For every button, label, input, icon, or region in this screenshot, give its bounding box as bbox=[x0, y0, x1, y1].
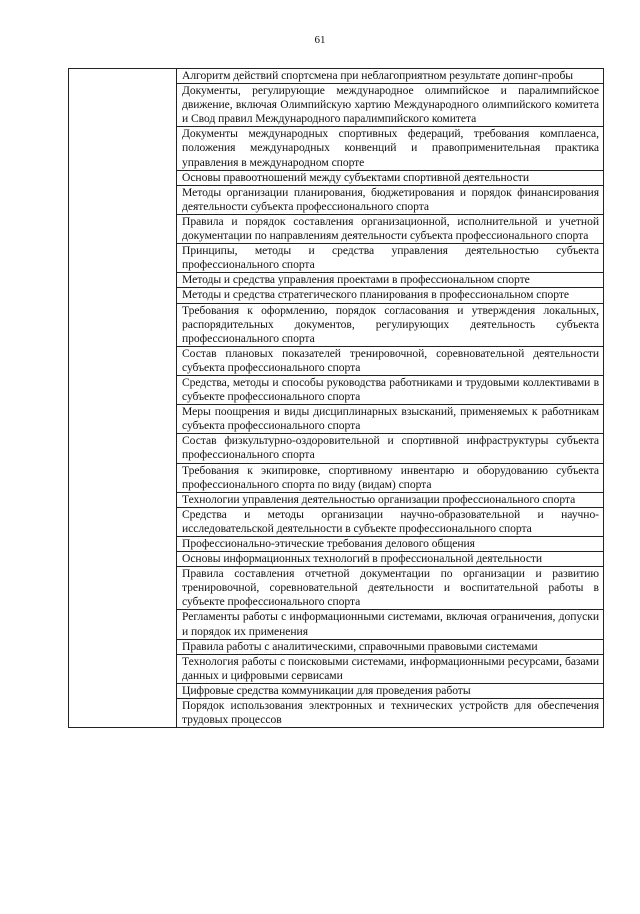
requirement-cell bbox=[177, 244, 604, 273]
page-number: 61 bbox=[314, 34, 326, 46]
requirement-text: Средства и методы организации научно-образовательной и научно-исследовательской деятельности в субъекте профессионального спорта bbox=[182, 507, 599, 535]
requirement-cell bbox=[177, 346, 604, 375]
requirement-text: Технологии управления деятельностью организации профессионального спорта bbox=[182, 492, 576, 506]
requirement-cell bbox=[177, 69, 604, 84]
requirement-cell bbox=[177, 288, 604, 303]
requirement-text: Алгоритм действий спортсмена при неблагоприятном результате допинг-пробы bbox=[182, 69, 574, 82]
requirement-cell bbox=[177, 303, 604, 346]
requirement-text: Методы и средства управления проектами в профессиональном спорте bbox=[182, 273, 530, 287]
requirement-cell bbox=[177, 127, 604, 170]
table-row bbox=[69, 69, 604, 84]
requirement-cell bbox=[177, 434, 604, 463]
requirement-text: Документы, регулирующие международное олимпийское и паралимпийское движение, включая Олимпийскую хартию Международного олимпийского комитета и Свод правил Международного паралимпийского комитета bbox=[182, 84, 599, 126]
requirement-cell bbox=[177, 405, 604, 434]
requirement-cell bbox=[177, 84, 604, 127]
requirement-cell bbox=[177, 639, 604, 654]
requirement-text: Требования к экипировке, спортивному инвентарю и оборудованию субъекта профессионального спорта по виду (видам) спорта bbox=[182, 463, 599, 491]
requirement-text: Методы организации планирования, бюджетирования и порядок финансирования деятельности субъекта профессионального спорта bbox=[182, 185, 599, 213]
requirements-table bbox=[68, 68, 604, 728]
requirement-cell bbox=[177, 273, 604, 288]
requirement-text: Состав плановых показателей тренировочной, соревновательной деятельности субъекта профессионального спорта bbox=[182, 346, 599, 374]
requirement-text: Основы информационных технологий в профессиональной деятельности bbox=[182, 552, 543, 566]
requirement-text: Средства, методы и способы руководства работниками и трудовыми коллективами в субъекте профессионального спорта bbox=[182, 375, 599, 404]
requirement-cell bbox=[177, 699, 604, 728]
requirement-text: Состав физкультурно-оздоровительной и спортивной инфраструктуры субъекта профессионального спорта bbox=[182, 434, 599, 462]
requirement-text: Регламенты работы с информационными системами, включая ограничения, допуски и порядок их применения bbox=[182, 610, 599, 638]
requirement-text: Документы международных спортивных федераций, требования комплаенса, положения международных конвенций и правоприменительная практика управления в международном спорте bbox=[182, 127, 599, 169]
requirement-cell bbox=[177, 654, 604, 683]
requirement-cell bbox=[177, 463, 604, 492]
requirement-cell bbox=[177, 170, 604, 185]
requirement-cell bbox=[177, 375, 604, 404]
requirement-cell bbox=[177, 507, 604, 536]
requirement-cell bbox=[177, 492, 604, 507]
requirement-text: Технология работы с поисковыми системами, информационными ресурсами, базами данных и цифровыми сервисами bbox=[182, 654, 599, 682]
requirement-text: Меры поощрения и виды дисциплинарных взысканий, применяемых к работникам субъекта профессионального спорта bbox=[182, 405, 599, 433]
requirement-text: Основы правоотношений между субъектами спортивной деятельности bbox=[182, 170, 529, 184]
requirement-text: Принципы, методы и средства управления деятельностью субъекта профессионального спорта bbox=[182, 244, 599, 272]
requirement-text: Требования к оформлению, порядок согласования и утверждения локальных, распорядительных документов, регулирующих деятельность субъекта профессионального спорта bbox=[182, 303, 599, 345]
requirement-text: Правила составления отчетной документации по организации и развитию тренировочной, соревновательной деятельности и воспитательной работы в субъекте профессионального спорта bbox=[182, 567, 599, 609]
requirement-cell bbox=[177, 552, 604, 567]
requirement-text: Цифровые средства коммуникации для проведения работы bbox=[182, 683, 471, 697]
requirement-text: Методы и средства стратегического планирования в профессиональном спорте bbox=[182, 288, 569, 302]
requirement-cell bbox=[177, 537, 604, 552]
requirement-cell bbox=[177, 214, 604, 243]
requirement-cell bbox=[177, 567, 604, 610]
requirement-text: Правила и порядок составления организационной, исполнительной и учетной документации по направлениям деятельности субъекта профессионального спорта bbox=[182, 214, 599, 243]
requirement-cell bbox=[177, 610, 604, 639]
requirement-cell bbox=[177, 185, 604, 214]
empty-label-cell bbox=[69, 69, 177, 728]
requirement-text: Правила работы с аналитическими, справочными правовыми системами bbox=[182, 639, 538, 653]
requirement-text: Профессионально-этические требования делового общения bbox=[182, 537, 475, 550]
requirement-cell bbox=[177, 683, 604, 698]
requirement-text: Порядок использования электронных и технических устройств для обеспечения трудовых процессов bbox=[182, 699, 599, 727]
